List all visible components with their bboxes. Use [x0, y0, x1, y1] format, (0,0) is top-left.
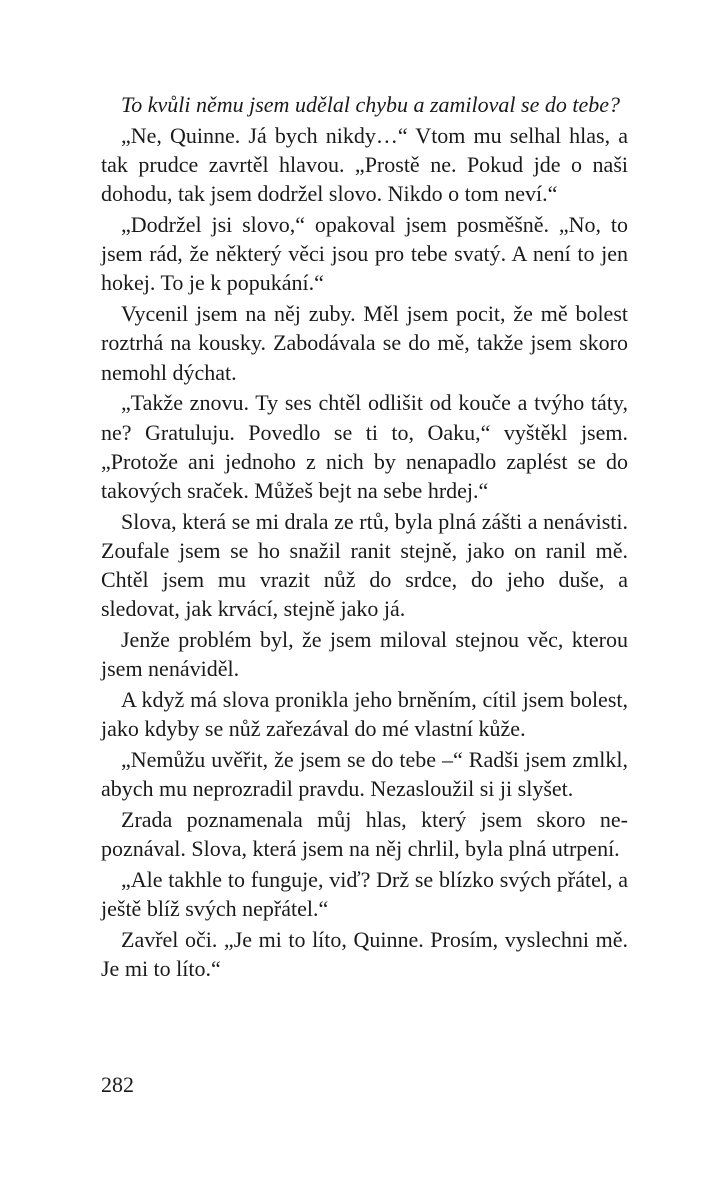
paragraph: To kvůli němu jsem udělal chybu a zamiloval se do tebe? — [121, 92, 620, 117]
paragraph: Vycenil jsem na něj zuby. Měl jsem pocit, že mě bolest roztrhá na kousky. Zabodávala se do mě, takže jsem skoro nemohl dýchat. — [101, 301, 628, 385]
paragraph: „Nemůžu uvěřit, že jsem se do tebe –“ Radši jsem zmlkl, abych mu neprozradil pravdu. Nezasloužil si ji slyšet. — [101, 747, 628, 802]
page-number: 282 — [101, 1072, 134, 1097]
paragraph: „Ale takhle to funguje, viď? Drž se blízko svých přátel, a ještě blíž svých nepřátel.“ — [101, 867, 628, 922]
paragraph: Slova, která se mi drala ze rtů, byla plná zášti a nenávisti. Zoufale jsem se ho snažil ranit stejně, jako on ranil mě. Chtěl jsem mu vrazit nůž do srdce, do jeho duše, a sledovat, jak krvácí, stejně jako já. — [101, 508, 628, 622]
paragraph: „Takže znovu. Ty ses chtěl odlišit od kouče a tvýho táty, ne? Gratuluju. Povedlo se ti to, Oaku,“ vyštěkl jsem. „Protože ani jednoho z nich by nenapadlo zaplést se do takových sraček. Můžeš bejt na sebe hrdej.“ — [101, 390, 628, 504]
body-text — [101, 90, 628, 985]
paragraph: A když má slova pronikla jeho brněním, cítil jsem bolest, jako kdyby se nůž zařezával do mé vlastní kůže. — [101, 687, 628, 742]
paragraph: „Dodržel jsi slovo,“ opakoval jsem posměšně. „No, to jsem rád, že některý věci jsou pro tebe svatý. A není to jen hokej. To je k popukání.“ — [101, 212, 628, 296]
paragraph: „Ne, Quinne. Já bych nikdy…“ Vtom mu selhal hlas, a tak prudce zavrtěl hlavou. „Prostě ne. Pokud jde o naši dohodu, tak jsem dodržel slovo. Nikdo o tom neví.“ — [101, 122, 628, 207]
paragraph: Zrada poznamenala můj hlas, který jsem skoro nepoznával. Slova, která jsem na něj chrlil, byla plná utrpení. — [101, 807, 628, 862]
paragraph: Zavřel oči. „Je mi to líto, Quinne. Prosím, vyslechni mě. Je mi to líto.“ — [101, 927, 628, 982]
paragraph: Jenže problém byl, že jsem miloval stejnou věc, kterou jsem nenáviděl. — [101, 627, 628, 682]
